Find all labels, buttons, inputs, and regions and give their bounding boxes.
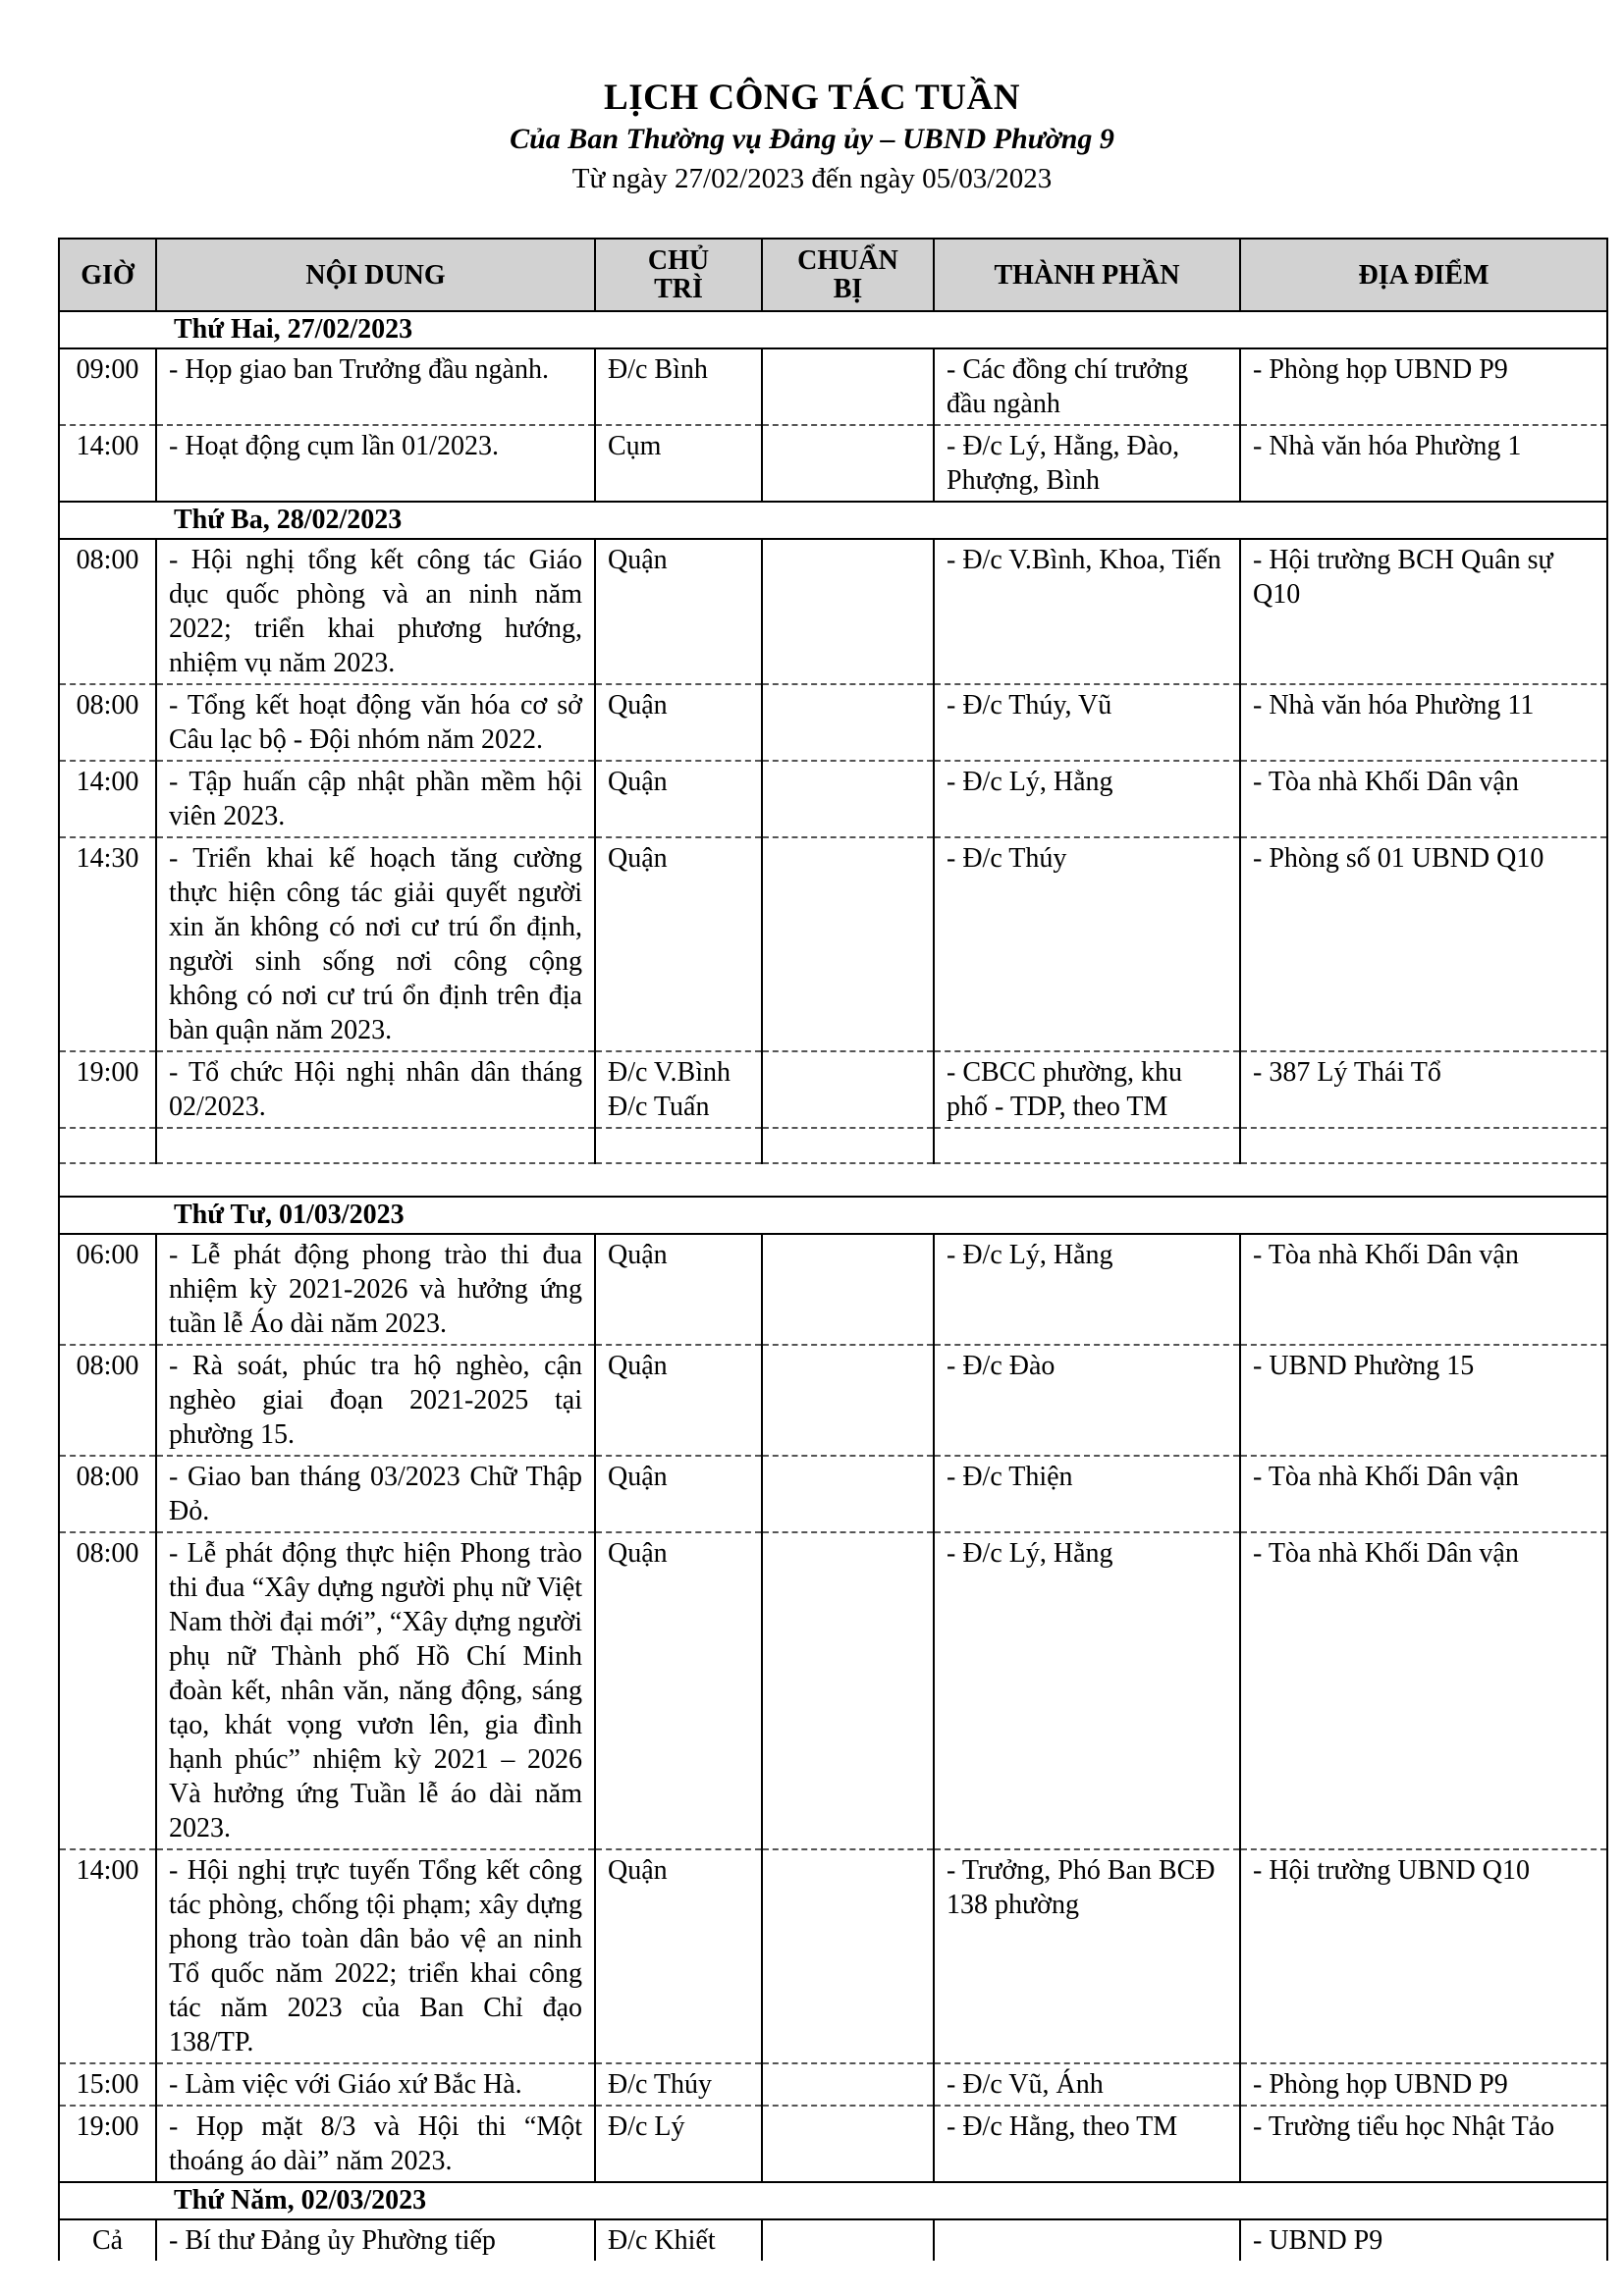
content-text: - Lễ phát động thực hiện Phong trào thi đua “Xây dựng người phụ nữ Việt Nam thời đại mới”, “Xây dựng người phụ nữ Thành phố Hồ Chí Minh đoàn kết, nhân văn, năng động, sáng tạo, khát vọng vươn lên, gia đình hạnh phúc” nhiệm kỳ 2021 – 2026 Và hưởng ứng Tuần lễ áo dài năm 2023. (169, 1538, 582, 1843)
spacer-row (59, 1163, 1607, 1197)
chair-cell (595, 539, 762, 684)
members-cell (934, 837, 1240, 1051)
members-text: - Đ/c Lý, Hằng (947, 767, 1113, 797)
chair-text: Quận (608, 1462, 668, 1492)
content-cell (156, 2219, 595, 2261)
chair-cell (595, 425, 762, 502)
time-text: 08:00 (76, 1462, 139, 1492)
place-cell (1240, 2219, 1607, 2261)
chair-cell (595, 761, 762, 837)
place-text: - UBND P9 (1253, 2225, 1383, 2256)
time-text: 08:00 (76, 1538, 139, 1569)
schedule-table (58, 238, 1608, 2261)
content-cell (156, 1532, 595, 1849)
date-range: Từ ngày 27/02/2023 đến ngày 05/03/2023 (571, 163, 1053, 194)
content-text: - Rà soát, phúc tra hộ nghèo, cận nghèo giai đoạn 2021-2025 tại phường 15. (169, 1351, 582, 1450)
place-text: - UBND Phường 15 (1253, 1351, 1475, 1381)
day-header-row (59, 1197, 1607, 1234)
chair-cell (595, 684, 762, 761)
time-cell (59, 2106, 156, 2182)
place-cell (1240, 1456, 1607, 1532)
column-header-chair (595, 239, 762, 311)
place-text: - Tòa nhà Khối Dân vận (1253, 1538, 1519, 1569)
time-cell (59, 539, 156, 684)
schedule-row (59, 1234, 1607, 1345)
members-text: - Đ/c Thúy (947, 843, 1067, 874)
time-text: 08:00 (76, 545, 139, 575)
time-cell (59, 1234, 156, 1345)
blank-cell (156, 1128, 595, 1163)
time-cell (59, 425, 156, 502)
time-cell (59, 348, 156, 425)
time-text: 08:00 (76, 1351, 139, 1381)
content-cell (156, 1456, 595, 1532)
content-cell (156, 539, 595, 684)
day-header-row (59, 502, 1607, 539)
members-cell (934, 684, 1240, 761)
chair-text: Quận (608, 545, 668, 575)
members-text: - Đ/c Lý, Hằng (947, 1538, 1113, 1569)
column-header-content: NỘI DUNG (156, 239, 595, 311)
place-text: - Nhà văn hóa Phường 1 (1253, 431, 1522, 461)
content-text: - Tổ chức Hội nghị nhân dân tháng 02/2023. (169, 1057, 582, 1122)
place-cell (1240, 1532, 1607, 1849)
content-text: - Tập huấn cập nhật phần mềm hội viên 2023. (169, 767, 582, 831)
content-cell (156, 2106, 595, 2182)
chair-text: Quận (608, 1855, 668, 1886)
schedule-row (59, 2063, 1607, 2106)
blank-cell (595, 1128, 762, 1163)
content-cell (156, 1234, 595, 1345)
time-text: 14:00 (76, 431, 139, 461)
chair-cell (595, 1345, 762, 1456)
time-cell (59, 1051, 156, 1128)
members-cell (934, 1051, 1240, 1128)
prep-cell (762, 1345, 934, 1456)
chair-cell (595, 348, 762, 425)
time-cell (59, 2063, 156, 2106)
day-label: Thứ Tư, 01/03/2023 (59, 1197, 1607, 1234)
prep-cell (762, 1456, 934, 1532)
prep-cell (762, 837, 934, 1051)
place-text: - 387 Lý Thái Tổ (1253, 1057, 1441, 1088)
blank-row (59, 1128, 1607, 1163)
place-cell (1240, 761, 1607, 837)
members-text: - Đ/c Hằng, theo TM (947, 2111, 1178, 2142)
time-cell (59, 1345, 156, 1456)
column-header-prep-text: CHUẨN BỊ (797, 245, 898, 304)
chair-cell (595, 1051, 762, 1128)
page-subtitle: Của Ban Thường vụ Đảng ủy – UBND Phường 9 (510, 123, 1114, 155)
schedule-row (59, 1532, 1607, 1849)
content-cell (156, 684, 595, 761)
schedule-row (59, 1051, 1607, 1128)
place-text: - Tòa nhà Khối Dân vận (1253, 1462, 1519, 1492)
chair-text: Đ/c V.Bình Đ/c Tuấn (608, 1057, 731, 1122)
members-text: - Đ/c Vũ, Ánh (947, 2069, 1104, 2100)
place-text: - Hội trường UBND Q10 (1253, 1855, 1530, 1886)
time-text: 15:00 (76, 2069, 139, 2100)
members-cell (934, 761, 1240, 837)
prep-cell (762, 2219, 934, 2261)
place-cell (1240, 348, 1607, 425)
members-cell (934, 1234, 1240, 1345)
members-cell (934, 1532, 1240, 1849)
schedule-row (59, 1345, 1607, 1456)
place-cell (1240, 2106, 1607, 2182)
time-text: 19:00 (76, 2111, 139, 2142)
day-label: Thứ Hai, 27/02/2023 (59, 311, 1607, 348)
members-cell (934, 539, 1240, 684)
day-header-row (59, 2182, 1607, 2219)
chair-text: Quận (608, 767, 668, 797)
prep-cell (762, 2063, 934, 2106)
schedule-row (59, 1456, 1607, 1532)
members-text: - Đ/c Thiện (947, 1462, 1073, 1492)
chair-text: Quận (608, 690, 668, 721)
place-cell (1240, 684, 1607, 761)
day-label: Thứ Năm, 02/03/2023 (59, 2182, 1607, 2219)
content-cell (156, 837, 595, 1051)
content-cell (156, 761, 595, 837)
chair-text: Đ/c Thúy (608, 2069, 713, 2100)
place-text: - Tòa nhà Khối Dân vận (1253, 767, 1519, 797)
place-text: - Hội trường BCH Quân sự Q10 (1253, 545, 1553, 610)
place-cell (1240, 425, 1607, 502)
members-text: - Đ/c Thúy, Vũ (947, 690, 1112, 721)
chair-cell (595, 1456, 762, 1532)
chair-text: Cụm (608, 431, 662, 461)
place-cell (1240, 1051, 1607, 1128)
column-header-prep (762, 239, 934, 311)
prep-cell (762, 539, 934, 684)
prep-cell (762, 1849, 934, 2063)
chair-cell (595, 2219, 762, 2261)
chair-cell (595, 1234, 762, 1345)
time-text: 06:00 (76, 1240, 139, 1270)
chair-text: Quận (608, 1240, 668, 1270)
place-text: - Nhà văn hóa Phường 11 (1253, 690, 1535, 721)
schedule-row (59, 761, 1607, 837)
day-header-row (59, 311, 1607, 348)
members-cell (934, 425, 1240, 502)
members-text: - Đ/c Lý, Hằng (947, 1240, 1113, 1270)
blank-cell (1240, 1128, 1607, 1163)
prep-cell (762, 684, 934, 761)
prep-cell (762, 761, 934, 837)
place-cell (1240, 539, 1607, 684)
content-text: - Họp giao ban Trưởng đầu ngành. (169, 354, 549, 385)
time-text: 14:00 (76, 1855, 139, 1886)
chair-cell (595, 1849, 762, 2063)
members-text: - Đ/c Đào (947, 1351, 1056, 1381)
schedule-row (59, 348, 1607, 425)
content-text: - Bí thư Đảng ủy Phường tiếp (169, 2225, 496, 2256)
prep-cell (762, 348, 934, 425)
time-cell (59, 2219, 156, 2261)
column-header-members: THÀNH PHẦN (934, 239, 1240, 311)
content-cell (156, 1849, 595, 2063)
time-text: Cả (91, 2225, 124, 2256)
time-text: 19:00 (76, 1057, 139, 1088)
chair-text: Đ/c Khiết (608, 2225, 716, 2256)
content-cell (156, 1345, 595, 1456)
table-header-row (59, 239, 1607, 311)
chair-text: Đ/c Lý (608, 2111, 685, 2142)
place-cell (1240, 837, 1607, 1051)
time-cell (59, 837, 156, 1051)
schedule-row (59, 837, 1607, 1051)
schedule-row (59, 2106, 1607, 2182)
members-cell (934, 1849, 1240, 2063)
time-text: 14:30 (76, 843, 139, 874)
place-cell (1240, 1234, 1607, 1345)
day-label: Thứ Ba, 28/02/2023 (59, 502, 1607, 539)
members-cell (934, 2106, 1240, 2182)
blank-cell (762, 1128, 934, 1163)
time-text: 08:00 (76, 690, 139, 721)
content-cell (156, 425, 595, 502)
content-text: - Giao ban tháng 03/2023 Chữ Thập Đỏ. (169, 1462, 582, 1526)
content-text: - Triển khai kế hoạch tăng cường thực hiện công tác giải quyết người xin ăn không có nơi cư trú ổn định, người sinh sống nơi công cộng không có nơi cư trú ổn định trên địa bàn quận năm 2023. (169, 843, 582, 1045)
place-cell (1240, 1345, 1607, 1456)
place-text: - Trường tiểu học Nhật Tảo (1253, 2111, 1555, 2142)
members-cell (934, 1456, 1240, 1532)
content-cell (156, 1051, 595, 1128)
content-text: - Làm việc với Giáo xứ Bắc Hà. (169, 2069, 522, 2100)
blank-cell (934, 1128, 1240, 1163)
chair-text: Quận (608, 1538, 668, 1569)
schedule-row (59, 684, 1607, 761)
members-text: - Trưởng, Phó Ban BCĐ 138 phường (947, 1855, 1216, 1920)
time-cell (59, 1456, 156, 1532)
prep-cell (762, 1051, 934, 1128)
prep-cell (762, 1532, 934, 1849)
time-text: 09:00 (76, 354, 139, 385)
content-cell (156, 2063, 595, 2106)
chair-cell (595, 2106, 762, 2182)
content-text: - Hoạt động cụm lần 01/2023. (169, 431, 499, 461)
members-text: - CBCC phường, khu phố - TDP, theo TM (947, 1057, 1183, 1122)
prep-cell (762, 1234, 934, 1345)
content-text: - Lễ phát động phong trào thi đua nhiệm kỳ 2021-2026 và hưởng ứng tuần lễ Áo dài năm 2023. (169, 1240, 582, 1339)
members-cell (934, 348, 1240, 425)
schedule-body (59, 311, 1607, 2261)
members-cell (934, 2219, 1240, 2261)
chair-cell (595, 837, 762, 1051)
schedule-row (59, 539, 1607, 684)
chair-cell (595, 2063, 762, 2106)
schedule-row (59, 1849, 1607, 2063)
place-cell (1240, 2063, 1607, 2106)
time-cell (59, 684, 156, 761)
place-cell (1240, 1849, 1607, 2063)
place-text: - Phòng số 01 UBND Q10 (1253, 843, 1544, 874)
members-text: - Đ/c V.Bình, Khoa, Tiến (947, 545, 1221, 575)
members-text: - Đ/c Lý, Hằng, Đào, Phượng, Bình (947, 431, 1180, 496)
chair-cell (595, 1532, 762, 1849)
content-text: - Họp mặt 8/3 và Hội thi “Một thoáng áo dài” năm 2023. (169, 2111, 582, 2176)
schedule-row (59, 2219, 1607, 2261)
time-cell (59, 1532, 156, 1849)
content-cell (156, 348, 595, 425)
page-title: LỊCH CÔNG TÁC TUẦN (604, 78, 1020, 118)
prep-cell (762, 2106, 934, 2182)
content-text: - Hội nghị tổng kết công tác Giáo dục quốc phòng và an ninh năm 2022; triển khai phương hướng, nhiệm vụ năm 2023. (169, 545, 582, 678)
prep-cell (762, 425, 934, 502)
time-text: 14:00 (76, 767, 139, 797)
members-cell (934, 1345, 1240, 1456)
column-header-place: ĐỊA ĐIỂM (1240, 239, 1607, 311)
content-text: - Tổng kết hoạt động văn hóa cơ sở Câu lạc bộ - Đội nhóm năm 2022. (169, 690, 582, 755)
time-cell (59, 761, 156, 837)
blank-cell (59, 1128, 156, 1163)
place-text: - Tòa nhà Khối Dân vận (1253, 1240, 1519, 1270)
spacer-cell (59, 1163, 1607, 1197)
content-text: - Hội nghị trực tuyến Tổng kết công tác phòng, chống tội phạm; xây dựng phong trào toàn dân bảo vệ an ninh Tổ quốc năm 2022; triển khai công tác năm 2023 của Ban Chỉ đạo 138/TP. (169, 1855, 582, 2057)
schedule-row (59, 425, 1607, 502)
time-cell (59, 1849, 156, 2063)
column-header-time: GIỜ (59, 239, 156, 311)
chair-text: Đ/c Bình (608, 354, 708, 385)
chair-text: Quận (608, 843, 668, 874)
chair-text: Quận (608, 1351, 668, 1381)
place-text: - Phòng họp UBND P9 (1253, 2069, 1508, 2100)
members-text: - Các đồng chí trưởng đầu ngành (947, 354, 1189, 419)
members-cell (934, 2063, 1240, 2106)
column-header-chair-text: CHỦ TRÌ (647, 245, 710, 304)
place-text: - Phòng họp UBND P9 (1253, 354, 1508, 385)
